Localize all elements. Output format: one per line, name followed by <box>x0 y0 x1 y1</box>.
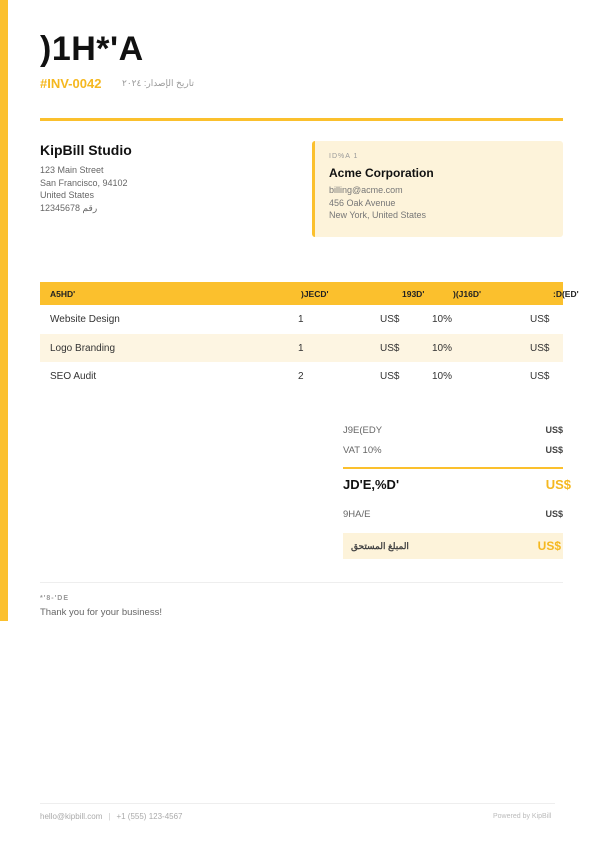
cell-tax: 10% <box>432 314 453 325</box>
notes-label: *'8-'DE <box>40 595 70 602</box>
cell-tax: 10% <box>432 371 453 382</box>
header-price: 193D' <box>402 289 425 299</box>
header-description: A5HD' <box>50 289 76 299</box>
cell-description: SEO Audit <box>50 371 97 382</box>
footer-phone[interactable]: +1 (555) 123-4567 <box>116 812 183 821</box>
powered-by: Powered by KipBill <box>493 813 552 820</box>
cell-total: US$ <box>530 371 550 382</box>
invoice-number: #INV-0042 <box>40 76 102 91</box>
footer-email[interactable]: hello@kipbill.com <box>40 812 103 821</box>
grand-total-value: US$ <box>545 477 571 492</box>
cell-total: US$ <box>530 342 550 354</box>
bill-to-name: Acme Corporation <box>329 166 434 180</box>
bill-to-email: billing@acme.com <box>329 185 403 195</box>
subtotal-row <box>343 425 563 445</box>
table-header <box>40 282 579 305</box>
grand-total-label: JD'E,%D' <box>343 477 400 492</box>
bill-to-line: New York, United States <box>329 210 427 220</box>
header-total: :D(ED' <box>553 289 579 299</box>
cell-price: US$ <box>380 314 400 325</box>
items-table <box>40 282 579 391</box>
header-tax: )(J16D' <box>453 289 482 299</box>
from-block <box>40 142 300 214</box>
table-row <box>40 334 563 363</box>
header-qty: )JECD' <box>301 289 329 299</box>
from-line: رقم 12345678 <box>40 202 98 213</box>
notes-text: Thank you for your business! <box>40 607 162 618</box>
from-line: San Francisco, 94102 <box>40 177 128 188</box>
invoice-date: تاريخ الإصدار: ٢٠٢٤ <box>122 78 194 88</box>
bill-to-line: 456 Oak Avenue <box>329 197 396 208</box>
paid-label: 9HA/E <box>343 509 371 520</box>
subtotal-label: J9E(EDY <box>343 425 383 436</box>
cell-total: US$ <box>530 314 550 325</box>
cell-tax: 10% <box>432 342 453 354</box>
footer-contact <box>40 812 183 821</box>
accent-bar <box>0 0 8 621</box>
footer-divider <box>40 803 555 804</box>
cell-price: US$ <box>380 342 400 354</box>
totals-block <box>343 425 571 559</box>
paid-row <box>343 509 563 529</box>
from-line: 123 Main Street <box>40 165 104 175</box>
cell-description: Logo Branding <box>50 342 116 354</box>
vat-label: VAT 10% <box>343 445 382 456</box>
bill-to-card <box>312 141 563 237</box>
cell-qty: 1 <box>298 342 304 354</box>
invoice-title: )1H*'A <box>40 30 144 68</box>
paid-value: US$ <box>545 509 563 519</box>
cell-price: US$ <box>380 371 400 382</box>
table-row <box>40 362 563 391</box>
cell-description: Website Design <box>50 314 120 325</box>
amount-due-label: المبلغ المستحق <box>351 541 409 551</box>
amount-due-value: US$ <box>537 539 561 553</box>
totals-divider <box>343 467 563 469</box>
table-row <box>40 305 563 334</box>
subtotal-value: US$ <box>545 425 563 435</box>
amount-due-row <box>343 533 563 559</box>
cell-qty: 2 <box>298 371 304 382</box>
footer-separator: | <box>108 812 111 821</box>
bill-to-label: ID%A 1 <box>329 153 359 160</box>
cell-qty: 1 <box>298 314 304 325</box>
from-line: United States <box>40 190 95 200</box>
vat-row <box>343 445 563 465</box>
grand-total-row <box>343 477 571 503</box>
vat-value: US$ <box>545 445 563 455</box>
header-divider <box>40 118 563 121</box>
from-name: KipBill Studio <box>40 142 132 158</box>
notes-divider <box>40 582 563 583</box>
